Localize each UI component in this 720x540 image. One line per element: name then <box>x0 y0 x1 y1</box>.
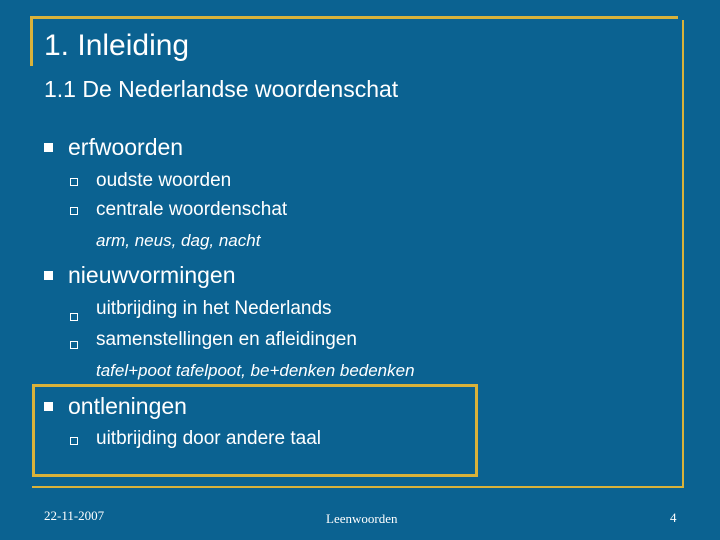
example-text: tafel+poot tafelpoot, be+denken bedenken <box>96 361 415 380</box>
page-number: 4 <box>670 510 677 525</box>
frame-right-line <box>682 20 684 488</box>
slide-subtitle: 1.1 De Nederlandse woordenschat <box>44 76 399 102</box>
hollow-square-bullet-icon <box>70 313 78 321</box>
list-item: uitbrijding in het Nederlands <box>96 298 332 319</box>
bullet-square-icon <box>44 402 53 411</box>
hollow-square-bullet-icon <box>70 207 78 215</box>
slide-title: 1. Inleiding <box>44 29 190 62</box>
bullet-square-icon <box>44 271 53 280</box>
footer-date: 22-11-2007 <box>44 508 105 523</box>
frame-bottom-line <box>32 486 684 488</box>
bullet-square-icon <box>44 143 53 152</box>
list-item: uitbrijding door andere taal <box>96 428 321 449</box>
hollow-square-bullet-icon <box>70 178 78 186</box>
hollow-square-bullet-icon <box>70 437 78 445</box>
list-item: oudste woorden <box>96 170 232 191</box>
list-item: centrale woordenschat <box>96 199 288 220</box>
footer-title: Leenwoorden <box>326 511 398 526</box>
section-heading-erfwoorden: erfwoorden <box>68 134 184 160</box>
title-frame-left <box>30 16 33 66</box>
section-heading-nieuwvormingen: nieuwvormingen <box>68 262 236 288</box>
section-heading-ontleningen: ontleningen <box>68 393 187 419</box>
list-item: samenstellingen en afleidingen <box>96 329 357 350</box>
title-frame-top <box>30 16 678 19</box>
example-text: arm, neus, dag, nacht <box>96 231 261 250</box>
hollow-square-bullet-icon <box>70 341 78 349</box>
